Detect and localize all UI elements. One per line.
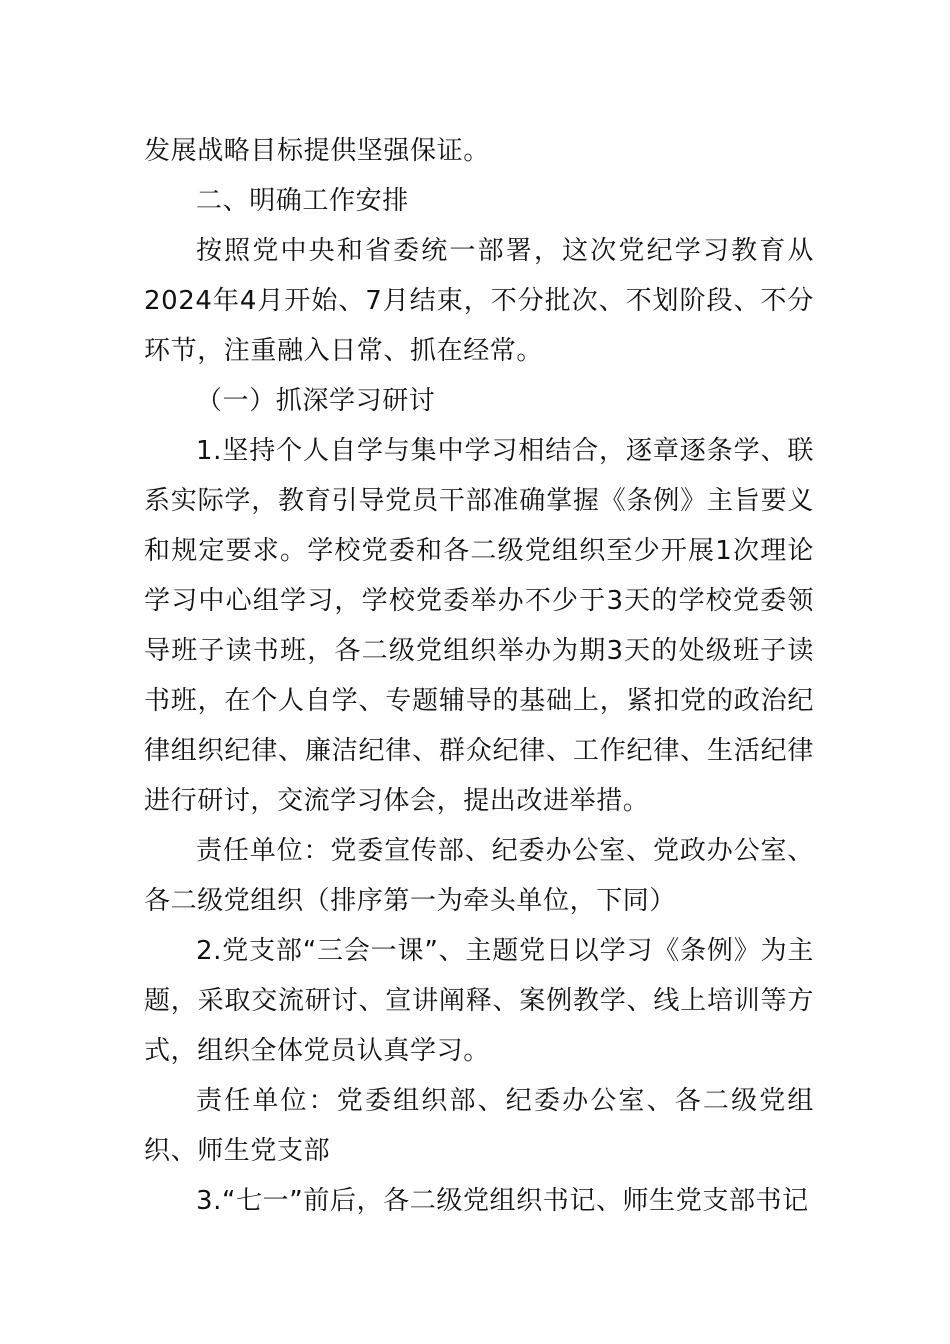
paragraph-continuation: 发展战略目标提供坚强保证。 (144, 136, 490, 166)
subsection-heading-1: （一）抓深学习研讨 (196, 386, 436, 416)
paragraph-item-3: 3.“七一”前后，各二级党组织书记、师生党支部书记 (196, 1186, 809, 1216)
section-heading-2: 二、明确工作安排 (196, 186, 409, 216)
paragraph-item-2: 2.党支部“三会一课”、主题党日以学习《条例》为主题，采取交流研讨、宣讲阐释、案例教学、线上培训等方式，组织全体党员认真学习。 (144, 936, 814, 1066)
responsible-units-1: 责任单位：党委宣传部、纪委办公室、党政办公室、各二级党组织（排序第一为牵头单位，下同） (144, 836, 814, 916)
paragraph-schedule: 按照党中央和省委统一部署，这次党纪学习教育从2024年4月开始、7月结束，不分批次、不划阶段、不分环节，注重融入日常、抓在经常。 (144, 236, 814, 366)
document-body (144, 126, 814, 1226)
paragraph-item-1: 1.坚持个人自学与集中学习相结合，逐章逐条学、联系实际学，教育引导党员干部准确掌握《条例》主旨要义和规定要求。学校党委和各二级党组织至少开展1次理论学习中心组学习，学校党委举办不少于3天的学校党委领导班子读书班，各二级党组织举办为期3天的处级班子读书班，在个人自学、专题辅导的基础上，紧扣党的政治纪律组织纪律、廉洁纪律、群众纪律、工作纪律、生活纪律进行研讨，交流学习体会，提出改进举措。 (144, 436, 814, 816)
responsible-units-2: 责任单位：党委组织部、纪委办公室、各二级党组织、师生党支部 (144, 1086, 814, 1166)
